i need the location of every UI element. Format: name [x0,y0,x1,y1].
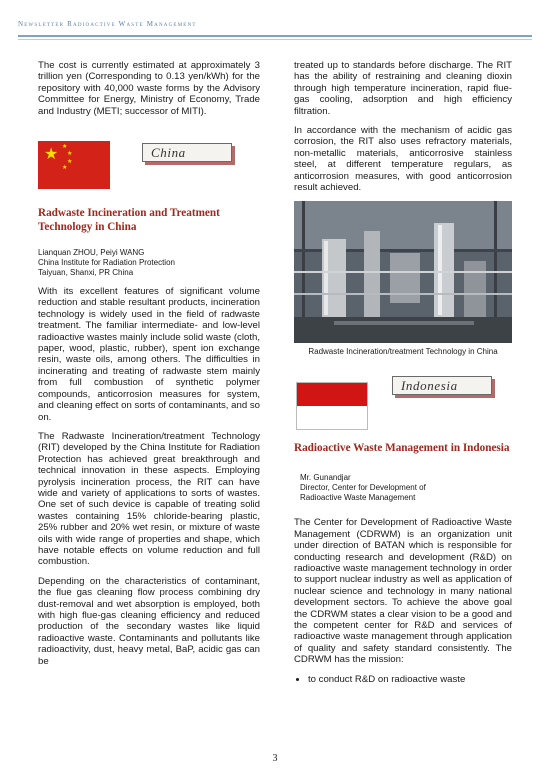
incineration-plant-image [294,201,512,343]
china-banner [38,135,260,199]
mission-item: • to conduct R&D on radioactive waste [308,674,512,685]
author-location: Taiyuan, Shanxi, PR China [38,268,134,278]
indonesia-label-box [392,376,492,395]
china-paragraph: Depending on the characteristics of contaminant, the flue gas cleaning flow process combining dry dust-removal and wet absorption is employed, both with high flue-gas cleaning efficiency and reduced production of the secondary wastes like liquid radioactive waste. Contaminants and pollutants like radioactivity, dust, heavy metal, BaP, acidic gas can be [38,575,260,667]
indonesia-label: Indonesia [401,377,458,393]
indonesia-banner [294,376,512,436]
indonesia-authors [300,473,512,503]
header-rule-thin [18,39,532,40]
author-name: Mr. Gunandjar [300,473,351,483]
header-rule [18,35,532,37]
cdrwm-paragraph: The Center for Development of Radioactive Waste Management (CDRWM) is an organization unit under direction of BATAN which is responsible for conducting research and development (R&D) on radioactive waste management technology in order to support nuclear industry as well as application of nuclear science and technology in many national development sectors. To achieve the above goal the CDRWM states a clear vision to be a good and the competent center for R&D and services of radioactive waste management through application of quality and safety standard consistently. The CDRWM has the mission: [294,517,512,666]
china-authors [38,248,260,278]
intro-paragraph: The cost is currently estimated at approximately 3 trillion yen (Corresponding to 0.13 yen/kWh) for the repository with 40,000 waste forms by the Advisory Committee for Energy, Ministry of Economy, Trade and Industry (METI; successor of MITI). [38,60,260,117]
running-head: Newsletter Radioactive Waste Management [18,20,197,28]
china-paragraph: With its excellent features of significant volume reduction and stable resultant products, incineration technology is widely used in the field of radwaste treatment. The familiar intermediate- and low-level radioactive wastes mainly include solid waste (cloth, paper, wood, plastic, rubber), spent ion exchange resin, waste oils, among others. The difficulties in incinerating and treating of radwaste stem mainly from full combustion of synthetic polymer compounds, anticorrosion measures for system, and cleaning effect on sorts of contaminants, and so on. [38,286,260,423]
author-names: Lianquan ZHOU, Peiyi WANG [38,248,145,258]
author-unit: Radioactive Waste Management [300,493,416,503]
right-column [294,60,512,685]
china-paragraph: The Radwaste Incineration/treatment Technology (RIT) developed by the China Institute for Radiation Protection has achieved great breakthrough and technical innovation in these aspects. Employing pyrolysis incineration process, the RIT can have wide and variety of applications to sorts of wastes. One set of such device is capable of treating solid wastes containing 15% chloride-bearing plastic, 25% rubber and 20% wet resin, or mixture of waste oils with wide range of properties and shape, which have notable effects on volume reduction and full combustion. [38,430,260,568]
china-flag-icon: ★ ★ ★ ★ ★ [38,141,110,189]
mission-list [294,674,512,685]
rit-paragraph: treated up to standards before discharge. The RIT has the ability of restraining and cleaning dioxin through high temperature incineration, rapid flue-gas cooling, adsorption and high efficiency filtration. [294,60,512,117]
indonesia-section-title: Radioactive Waste Management in Indonesia [294,441,510,454]
incineration-photo [294,201,512,343]
china-label-box [142,143,232,162]
china-label: China [151,145,186,161]
page-number: 3 [272,753,278,764]
author-title: Director, Center for Development of [300,483,426,493]
rit-paragraph: In accordance with the mechanism of acidic gas corrosion, the RIT also uses refractory materials, non-metallic materials, anticorrosive stainless steel, at different temperature regulars, as anticorrosion measures, with good anticorrosion result achieved. [294,125,512,194]
photo-caption: Radwaste Incineration/treatment Technology in China [308,347,498,357]
author-affiliation: China Institute for Radiation Protection [38,258,175,268]
china-section-title: Radwaste Incineration and Treatment Technology in China [38,207,220,233]
indonesia-flag-icon [296,382,368,430]
left-column [38,60,260,675]
